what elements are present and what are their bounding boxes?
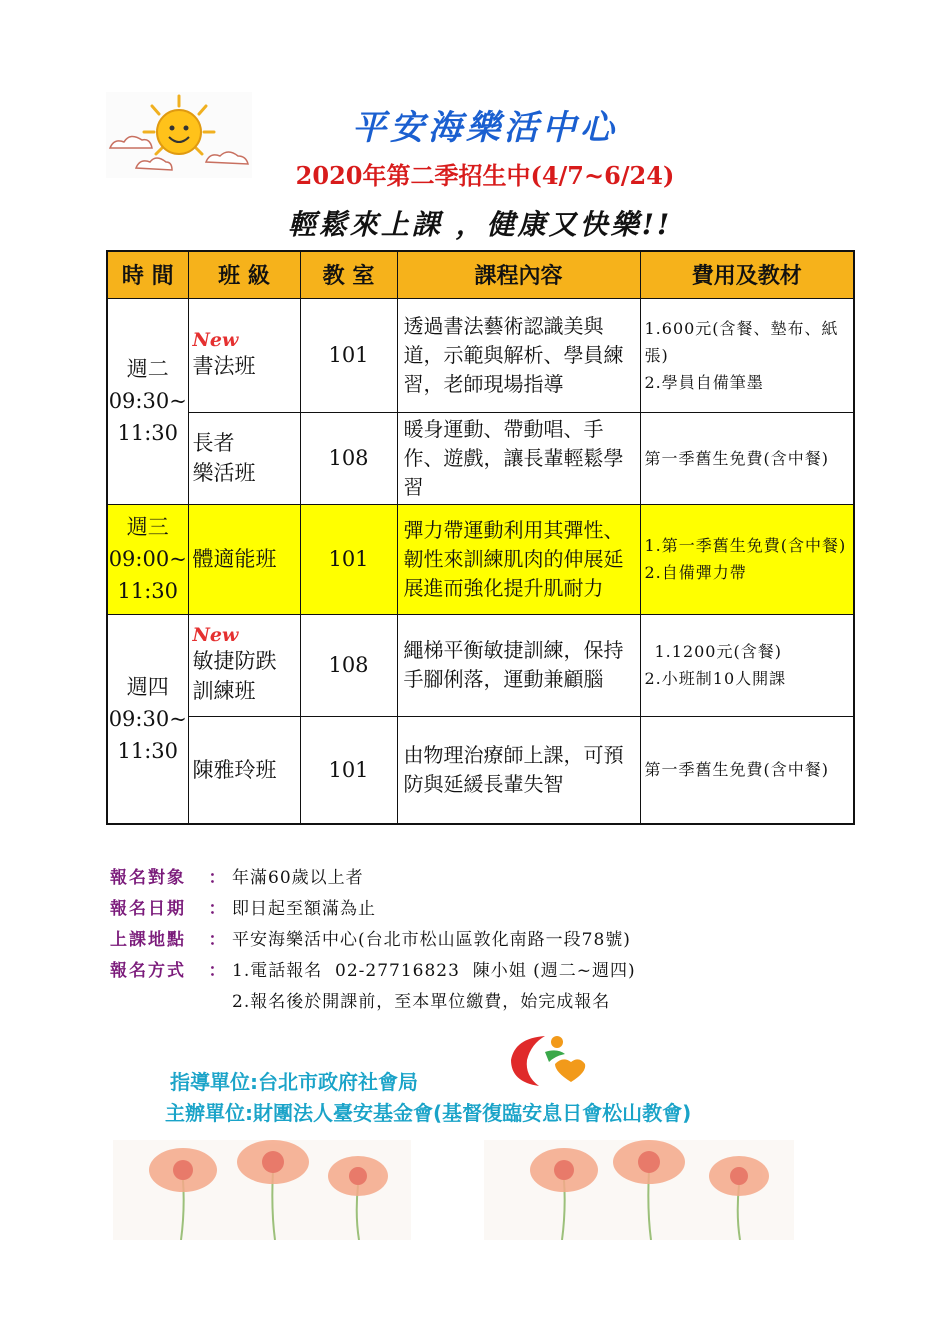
header-fee: 費用及教材 <box>640 251 854 298</box>
class-name: 長者 <box>192 431 235 455</box>
info-row-method-cont <box>110 984 810 1015</box>
room-cell: 108 <box>300 614 397 716</box>
fee-line: 2.學員自備筆墨 <box>644 372 764 392</box>
room-cell: 108 <box>300 412 397 504</box>
page-subtitle: 2020年第二季招生中(4/7~6/24) <box>295 161 675 190</box>
table-row <box>107 298 854 412</box>
content-cell: 彈力帶運動利用其彈性、韌性來訓練肌肉的伸展延展進而強化提升肌耐力 <box>397 504 640 614</box>
registration-info <box>110 860 810 1015</box>
table-row <box>107 614 854 716</box>
fee-cell <box>640 614 854 716</box>
fee-line: 1.600元(含餐、墊布、紙張) <box>644 318 839 365</box>
info-colon: ： <box>208 899 226 919</box>
time-start: 09:00~ <box>108 547 187 571</box>
table-row <box>107 716 854 824</box>
fee-cell <box>640 298 854 412</box>
time-day: 週三 <box>126 515 169 539</box>
fee-line: 2.自備彈力帶 <box>644 563 747 582</box>
content-cell: 暖身運動、帶動唱、手作、遊戲，讓長輩輕鬆學習 <box>397 412 640 504</box>
sun-cloud-illustration <box>106 92 252 178</box>
info-value: 2.報名後於開課前，至本單位繳費，始完成報名 <box>232 992 611 1012</box>
fee-cell <box>640 412 854 504</box>
info-row-location <box>110 922 810 953</box>
class-cell <box>188 614 300 716</box>
fee-line: 1.1200元(含餐) <box>654 642 782 661</box>
info-row-method <box>110 953 810 984</box>
flowers-illustration <box>113 1140 411 1240</box>
fee-line: 1.第一季舊生免費(含中餐) <box>644 536 847 555</box>
info-value: 平安海樂活中心(台北市松山區敦化南路一段78號) <box>232 930 631 950</box>
info-label: 報名方式 <box>110 961 186 981</box>
class-cell <box>188 412 300 504</box>
slogan: 輕鬆來上課 ，健康又快樂!! <box>287 208 673 241</box>
time-end: 11:30 <box>117 421 179 445</box>
new-badge: New <box>192 624 239 646</box>
fee-line: 第一季舊生免費(含中餐) <box>644 448 829 468</box>
info-label: 報名日期 <box>110 899 186 919</box>
time-day: 週二 <box>126 357 169 381</box>
info-label: 上課地點 <box>110 930 186 950</box>
time-end: 11:30 <box>117 579 179 603</box>
header-content: 課程內容 <box>397 251 640 298</box>
room-cell: 101 <box>300 298 397 412</box>
time-cell-tuesday <box>107 298 188 504</box>
fee-line: 第一季舊生免費(含中餐) <box>644 760 829 780</box>
time-start: 09:30~ <box>108 706 187 731</box>
info-colon: ： <box>208 961 226 981</box>
class-name: 體適能班 <box>192 547 277 571</box>
class-cell <box>188 716 300 824</box>
content-cell: 由物理治療師上課，可預防與延緩長輩失智 <box>397 716 640 824</box>
fee-line: 2.小班制10人開課 <box>644 669 787 688</box>
guiding-unit: 指導單位:台北市政府社會局 <box>170 1070 418 1094</box>
table-row <box>107 412 854 504</box>
info-row-target <box>110 860 810 891</box>
info-value: 年滿60歲以上者 <box>232 868 364 888</box>
room-cell: 101 <box>300 716 397 824</box>
info-row-date <box>110 891 810 922</box>
info-value: 1.電話報名 02-27716823 陳小姐 (週二~週四) <box>232 961 636 981</box>
header-class: 班 級 <box>188 251 300 298</box>
time-cell-thursday <box>107 614 188 824</box>
info-value: 即日起至額滿為止 <box>232 899 376 919</box>
info-colon: ： <box>208 868 226 888</box>
class-name: 訓練班 <box>192 679 256 703</box>
header-room: 教 室 <box>300 251 397 298</box>
info-label: 報名對象 <box>110 868 186 888</box>
content-cell: 透過書法藝術認識美與道，示範與解析、學員練習，老師現場指導 <box>397 298 640 412</box>
class-cell <box>188 298 300 412</box>
content-cell: 繩梯平衡敏捷訓練，保持手腳俐落，運動兼顧腦 <box>397 614 640 716</box>
class-name: 書法班 <box>192 354 256 378</box>
room-cell: 101 <box>300 504 397 614</box>
time-start: 09:30~ <box>108 389 187 413</box>
info-colon: ： <box>208 930 226 950</box>
table-header-row <box>107 251 854 298</box>
fee-cell <box>640 504 854 614</box>
class-cell <box>188 504 300 614</box>
header-time: 時 間 <box>107 251 188 298</box>
page-title: 平安海樂活中心 <box>352 108 618 148</box>
organization-logo <box>505 1030 591 1090</box>
class-name: 陳雅玲班 <box>192 757 277 782</box>
course-schedule-table <box>106 250 855 825</box>
class-name: 樂活班 <box>192 461 256 485</box>
flowers-illustration <box>484 1140 794 1240</box>
table-row <box>107 504 854 614</box>
fee-cell <box>640 716 854 824</box>
class-name: 敏捷防跌 <box>192 649 277 673</box>
time-day: 週四 <box>126 674 169 699</box>
host-unit: 主辦單位:財團法人臺安基金會(基督復臨安息日會松山教會) <box>165 1101 692 1125</box>
time-end: 11:30 <box>117 738 179 763</box>
new-badge: New <box>192 329 239 351</box>
time-cell-wednesday <box>107 504 188 614</box>
